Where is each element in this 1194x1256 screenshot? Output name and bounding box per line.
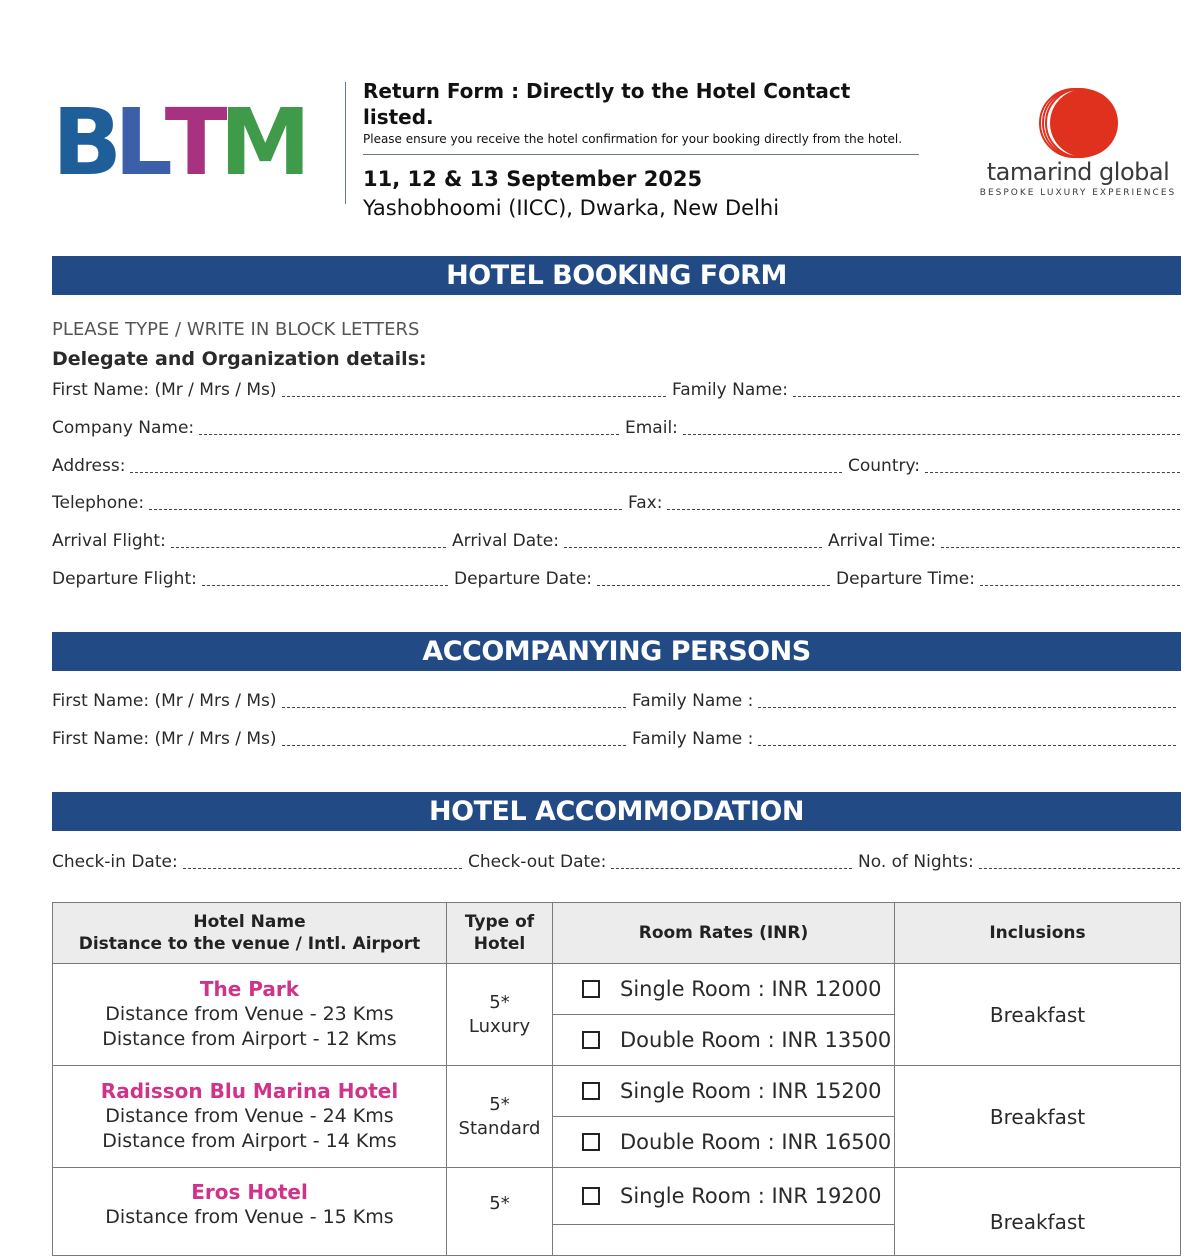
block-letters-instruction: PLEASE TYPE / WRITE IN BLOCK LETTERS <box>52 319 420 340</box>
double-room-option[interactable] <box>553 1116 894 1167</box>
tamarind-tagline: BESPOKE LUXURY EXPERIENCES <box>979 188 1177 198</box>
rates-cell <box>553 964 895 1066</box>
header-hotel-name: Hotel Name <box>193 912 306 932</box>
departure-flight-field[interactable] <box>202 573 448 586</box>
hotel-name: Eros Hotel <box>191 1180 308 1204</box>
departure-date-label: Departure Date: <box>454 569 593 589</box>
nights-label: No. of Nights: <box>858 852 974 872</box>
hotel-cell <box>53 1066 447 1168</box>
return-form-title: Return Form : Directly to the Hotel Contact listed. <box>363 79 851 129</box>
arrival-date-label: Arrival Date: <box>452 531 559 551</box>
row-name <box>52 380 1180 400</box>
header-rule <box>363 154 919 155</box>
arrival-time-label: Arrival Time: <box>828 531 936 551</box>
check-out-label: Check-out Date: <box>468 852 607 872</box>
header-hotel <box>53 903 447 964</box>
rates-cell <box>553 1066 895 1168</box>
country-label: Country: <box>848 456 921 476</box>
nights-field[interactable] <box>979 856 1180 869</box>
confirmation-note: Please ensure you receive the hotel confirmation for your booking directly from the hotel. <box>363 132 903 146</box>
company-name-field[interactable] <box>199 422 619 435</box>
hotel-category: Standard <box>458 1117 541 1139</box>
acc1-first-name-field[interactable] <box>282 695 627 708</box>
venue-distance: Distance from Venue - 23 Kms <box>105 1003 394 1025</box>
departure-time-field[interactable] <box>980 573 1180 586</box>
table-row <box>53 1168 1181 1256</box>
acc2-first-name-label: First Name: (Mr / Mrs / Ms) <box>52 729 277 749</box>
hotel-stars: 5* <box>489 1093 510 1115</box>
header-distance: Distance to the venue / Intl. Airport <box>78 934 421 954</box>
delegate-heading: Delegate and Organization details: <box>52 348 427 370</box>
double-room-option[interactable] <box>553 1014 894 1065</box>
first-name-field[interactable] <box>282 384 667 397</box>
airport-distance: Distance from Airport - 12 Kms <box>102 1028 397 1050</box>
row-address <box>52 456 1180 476</box>
acc2-family-name-label: Family Name : <box>632 729 754 749</box>
header-divider <box>345 82 346 204</box>
table-row <box>53 1066 1181 1168</box>
tamarind-name: tamarind global <box>986 158 1170 186</box>
hotel-cell <box>53 964 447 1066</box>
checkbox-icon[interactable] <box>582 1133 600 1151</box>
double-room-rate: Double Room : INR 13500 <box>620 1028 892 1052</box>
departure-time-label: Departure Time: <box>836 569 975 589</box>
hotel-type-cell <box>447 964 553 1066</box>
telephone-label: Telephone: <box>52 493 145 513</box>
row-arrival <box>52 531 1180 551</box>
header-info <box>363 78 923 223</box>
double-room-rate: Double Room : INR 16500 <box>620 1130 892 1154</box>
single-room-option[interactable] <box>553 964 894 1014</box>
row-accompanying-2 <box>52 729 1180 749</box>
checkbox-icon[interactable] <box>582 980 600 998</box>
fax-label: Fax: <box>628 493 663 513</box>
tamarind-logo <box>978 86 1178 198</box>
arrival-date-field[interactable] <box>564 535 822 548</box>
telephone-field[interactable] <box>149 497 622 510</box>
family-name-field[interactable] <box>793 384 1180 397</box>
checkbox-icon[interactable] <box>582 1082 600 1100</box>
company-name-label: Company Name: <box>52 418 195 438</box>
hotel-category: Luxury <box>468 1015 531 1037</box>
airport-distance: Distance from Airport - 14 Kms <box>102 1130 397 1152</box>
departure-flight-label: Departure Flight: <box>52 569 197 589</box>
inclusion-cell: Breakfast <box>895 1168 1181 1256</box>
single-room-rate: Single Room : INR 12000 <box>620 977 882 1001</box>
hotel-stars: 5* <box>489 1193 510 1214</box>
hotel-name: The Park <box>199 977 300 1001</box>
email-field[interactable] <box>683 422 1180 435</box>
acc1-family-name-label: Family Name : <box>632 691 754 711</box>
inclusion-cell: Breakfast <box>895 964 1181 1066</box>
acc2-first-name-field[interactable] <box>282 733 627 746</box>
header-inclusions: Inclusions <box>895 903 1181 964</box>
row-telephone <box>52 493 1180 513</box>
logo-letter-t: T <box>164 89 220 196</box>
checkbox-icon[interactable] <box>582 1187 600 1205</box>
table-header-row <box>53 903 1181 964</box>
section-hotel-accommodation: HOTEL ACCOMMODATION <box>52 792 1181 831</box>
row-company <box>52 418 1180 438</box>
address-label: Address: <box>52 456 126 476</box>
single-room-rate: Single Room : INR 15200 <box>620 1079 882 1103</box>
arrival-time-field[interactable] <box>941 535 1180 548</box>
hotel-type-cell <box>447 1168 553 1256</box>
header-rates: Room Rates (INR) <box>553 903 895 964</box>
hotel-rates-table <box>52 902 1181 1256</box>
event-venue: Yashobhoomi (IICC), Dwarka, New Delhi <box>363 196 780 220</box>
section-accompanying-persons: ACCOMPANYING PERSONS <box>52 632 1181 671</box>
acc1-first-name-label: First Name: (Mr / Mrs / Ms) <box>52 691 277 711</box>
checkbox-icon[interactable] <box>582 1031 600 1049</box>
single-room-option[interactable] <box>553 1168 894 1224</box>
hotel-cell <box>53 1168 447 1256</box>
first-name-label: First Name: (Mr / Mrs / Ms) <box>52 380 277 400</box>
check-in-label: Check-in Date: <box>52 852 178 872</box>
row-departure <box>52 569 1180 589</box>
logo-letter-b: B <box>52 89 115 196</box>
acc2-family-name-field[interactable] <box>758 733 1176 746</box>
table-row <box>53 964 1181 1066</box>
venue-distance: Distance from Venue - 15 Kms <box>105 1206 394 1228</box>
row-accompanying-1 <box>52 691 1180 711</box>
single-room-rate: Single Room : INR 19200 <box>620 1184 882 1208</box>
rates-cell <box>553 1168 895 1256</box>
hotel-name: Radisson Blu Marina Hotel <box>100 1079 399 1103</box>
single-room-option[interactable] <box>553 1066 894 1116</box>
tamarind-mark-icon <box>978 86 1178 158</box>
email-label: Email: <box>625 418 678 438</box>
fax-field[interactable] <box>667 497 1180 510</box>
section-hotel-booking-form: HOTEL BOOKING FORM <box>52 256 1181 295</box>
hotel-stars: 5* <box>489 991 510 1013</box>
bltm-logo <box>52 89 304 196</box>
header-type-line2: Hotel <box>473 934 526 954</box>
check-in-field[interactable] <box>183 856 462 869</box>
header-type <box>447 903 553 964</box>
inclusion-cell: Breakfast <box>895 1066 1181 1168</box>
venue-distance: Distance from Venue - 24 Kms <box>105 1105 394 1127</box>
check-out-field[interactable] <box>611 856 852 869</box>
departure-date-field[interactable] <box>597 573 830 586</box>
header-type-line1: Type of <box>464 912 535 932</box>
event-dates: 11, 12 & 13 September 2025 <box>363 167 703 191</box>
acc1-family-name-field[interactable] <box>758 695 1176 708</box>
hotel-type-cell <box>447 1066 553 1168</box>
row-dates <box>52 852 1180 872</box>
logo-letter-m: M <box>219 89 304 196</box>
arrival-flight-label: Arrival Flight: <box>52 531 166 551</box>
double-room-option[interactable] <box>553 1224 894 1255</box>
family-name-label: Family Name: <box>672 380 788 400</box>
logo-letter-l: L <box>114 89 165 196</box>
arrival-flight-field[interactable] <box>171 535 446 548</box>
address-field[interactable] <box>130 460 842 473</box>
country-field[interactable] <box>925 460 1180 473</box>
